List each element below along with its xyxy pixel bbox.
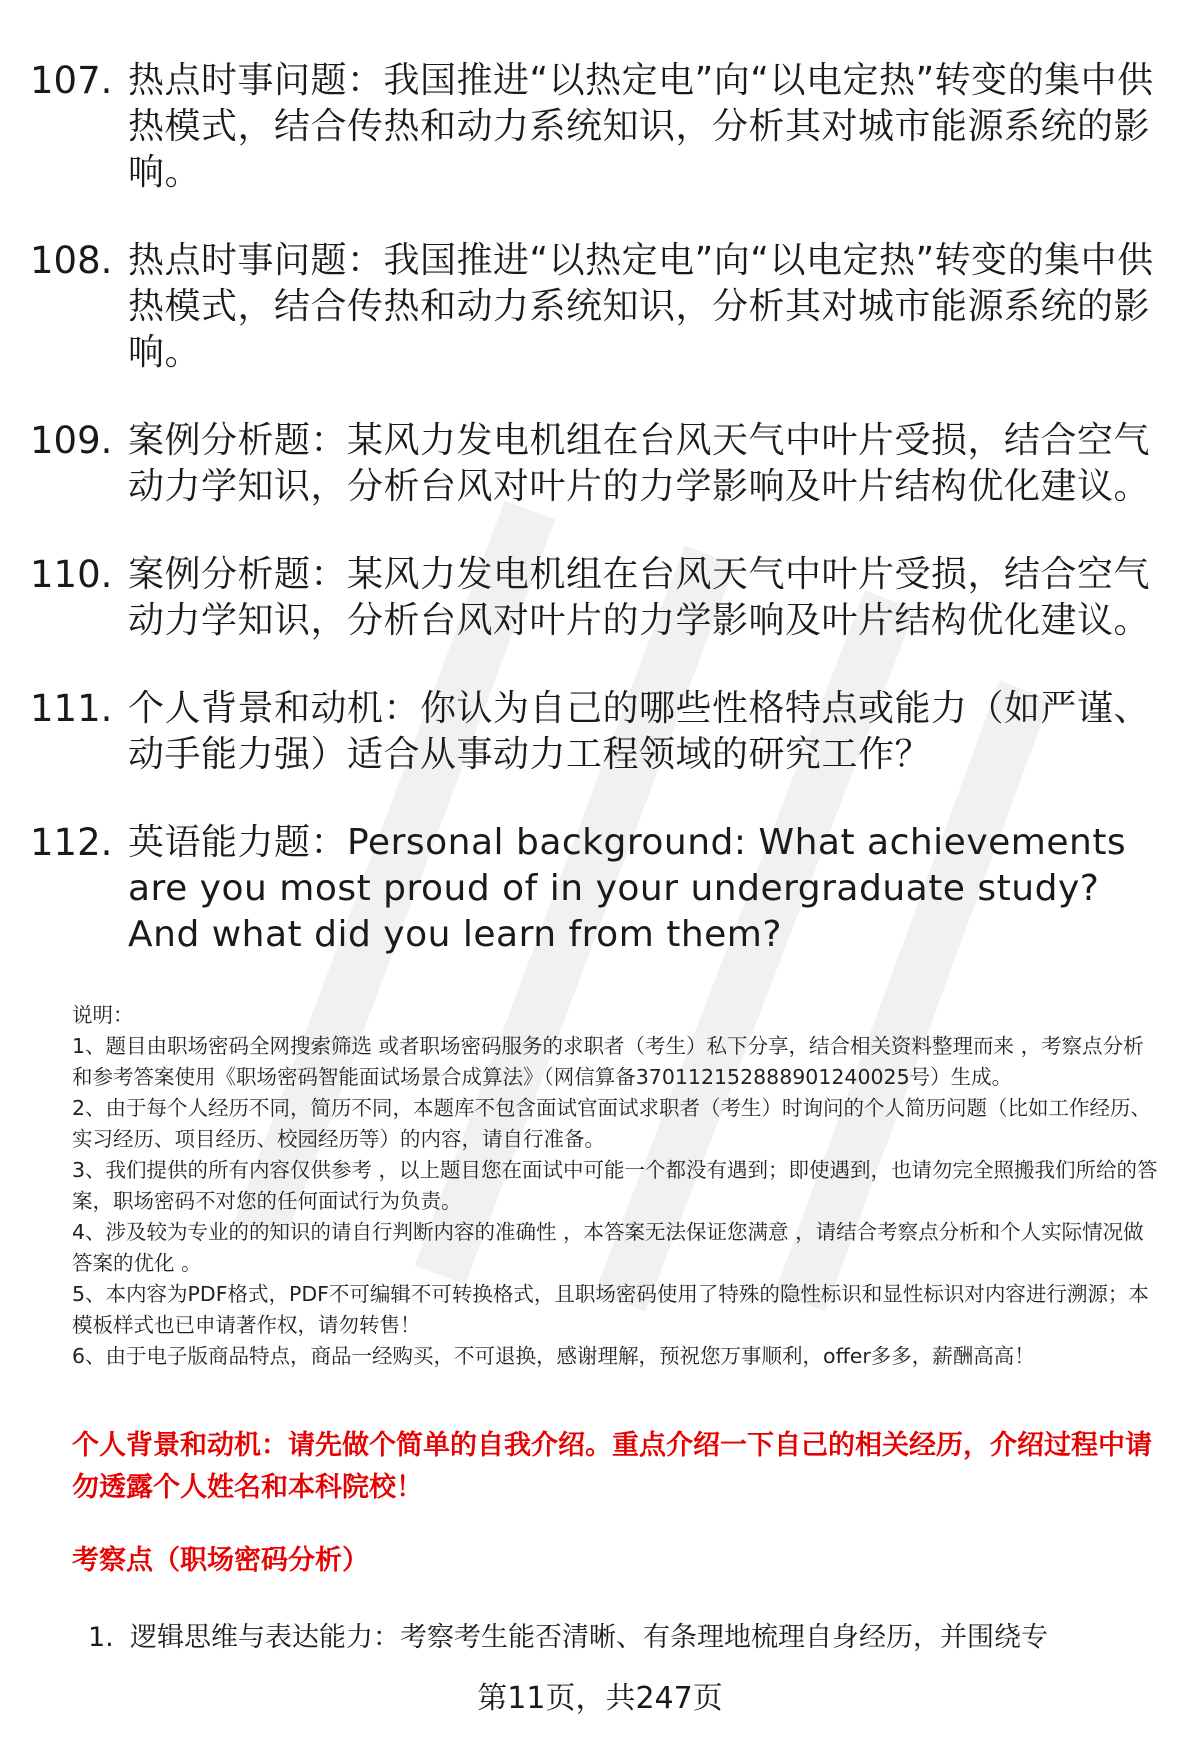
question-number: 110. bbox=[30, 553, 113, 596]
question-text: 案例分析题：某风力发电机组在台风天气中叶片受损，结合空气动力学知识，分析台风对叶片的力学影响及叶片结构优化建议。 bbox=[128, 420, 1151, 507]
note-line: 5、本内容为PDF格式，PDF不可编辑不可转换格式，且职场密码使用了特殊的隐性标识和显性标识对内容进行溯源；本模板样式也已申请著作权，请勿转售！ bbox=[72, 1282, 1149, 1337]
question-text: 热点时事问题：我国推进“以热定电”向“以电定热”转变的集中供热模式，结合传热和动力系统知识，分析其对城市能源系统的影响。 bbox=[128, 240, 1154, 373]
question-number: 108. bbox=[30, 239, 113, 282]
question-item bbox=[30, 686, 1160, 778]
notes-title: 说明： bbox=[72, 1003, 134, 1027]
note-line: 2、由于每个人经历不同，简历不同，本题库不包含面试官面试求职者（考生）时询问的个人简历问题（比如工作经历、实习经历、项目经历、校园经历等）的内容，请自行准备。 bbox=[72, 1096, 1152, 1151]
note-line: 4、涉及较为专业的的知识的请自行判断内容的准确性 ，本答案无法保证您满意 ，请结合考察点分析和个人实际情况做答案的优化 。 bbox=[72, 1220, 1144, 1275]
analysis-point bbox=[88, 1617, 1168, 1659]
question-text: 个人背景和动机：你认为自己的哪些性格特点或能力（如严谨、动手能力强）适合从事动力工程领域的研究工作？ bbox=[128, 688, 1151, 775]
question-list bbox=[30, 58, 1160, 1000]
question-item bbox=[30, 238, 1160, 376]
question-item bbox=[30, 820, 1160, 958]
question-item bbox=[30, 418, 1160, 510]
question-number: 107. bbox=[30, 59, 113, 102]
note-line: 1、题目由职场密码全网搜索筛选 或者职场密码服务的求职者（考生）私下分享，结合相关资料整理而来 ，考察点分析和参考答案使用《职场密码智能面试场景合成算法》（网信算备370112152888901240025号）生成。 bbox=[72, 1034, 1144, 1089]
question-number: 111. bbox=[30, 687, 113, 730]
highlight-question: 个人背景和动机：请先做个简单的自我介绍。重点介绍一下自己的相关经历，介绍过程中请勿透露个人姓名和本科院校！ bbox=[72, 1430, 1152, 1503]
page-footer: 第11页，共247页 bbox=[477, 1681, 723, 1716]
question-text: 英语能力题：Personal background: What achievements are you most proud of in your undergraduate study? And what did you learn from them? bbox=[128, 822, 1127, 955]
note-line: 3、我们提供的所有内容仅供参考 ，以上题目您在面试中可能一个都没有遇到；即使遇到，也请勿完全照搬我们所给的答案，职场密码不对您的任何面试行为负责。 bbox=[72, 1158, 1158, 1213]
notes-section bbox=[72, 1000, 1162, 1372]
analysis-point-text: 逻辑思维与表达能力：考察考生能否清晰、有条理地梳理自身经历，并围绕专 bbox=[130, 1622, 1048, 1653]
analysis-heading: 考察点（职场密码分析） bbox=[72, 1545, 369, 1576]
question-item bbox=[30, 552, 1160, 644]
question-item bbox=[30, 58, 1160, 196]
question-text: 案例分析题：某风力发电机组在台风天气中叶片受损，结合空气动力学知识，分析台风对叶片的力学影响及叶片结构优化建议。 bbox=[128, 554, 1151, 641]
question-number: 109. bbox=[30, 419, 113, 462]
analysis-point-number: 1. bbox=[88, 1622, 114, 1653]
question-text: 热点时事问题：我国推进“以热定电”向“以电定热”转变的集中供热模式，结合传热和动力系统知识，分析其对城市能源系统的影响。 bbox=[128, 60, 1154, 193]
note-line: 6、由于电子版商品特点，商品一经购买，不可退换，感谢理解，预祝您万事顺利，offer多多，薪酬高高！ bbox=[72, 1344, 1035, 1368]
question-number: 112. bbox=[30, 821, 113, 864]
